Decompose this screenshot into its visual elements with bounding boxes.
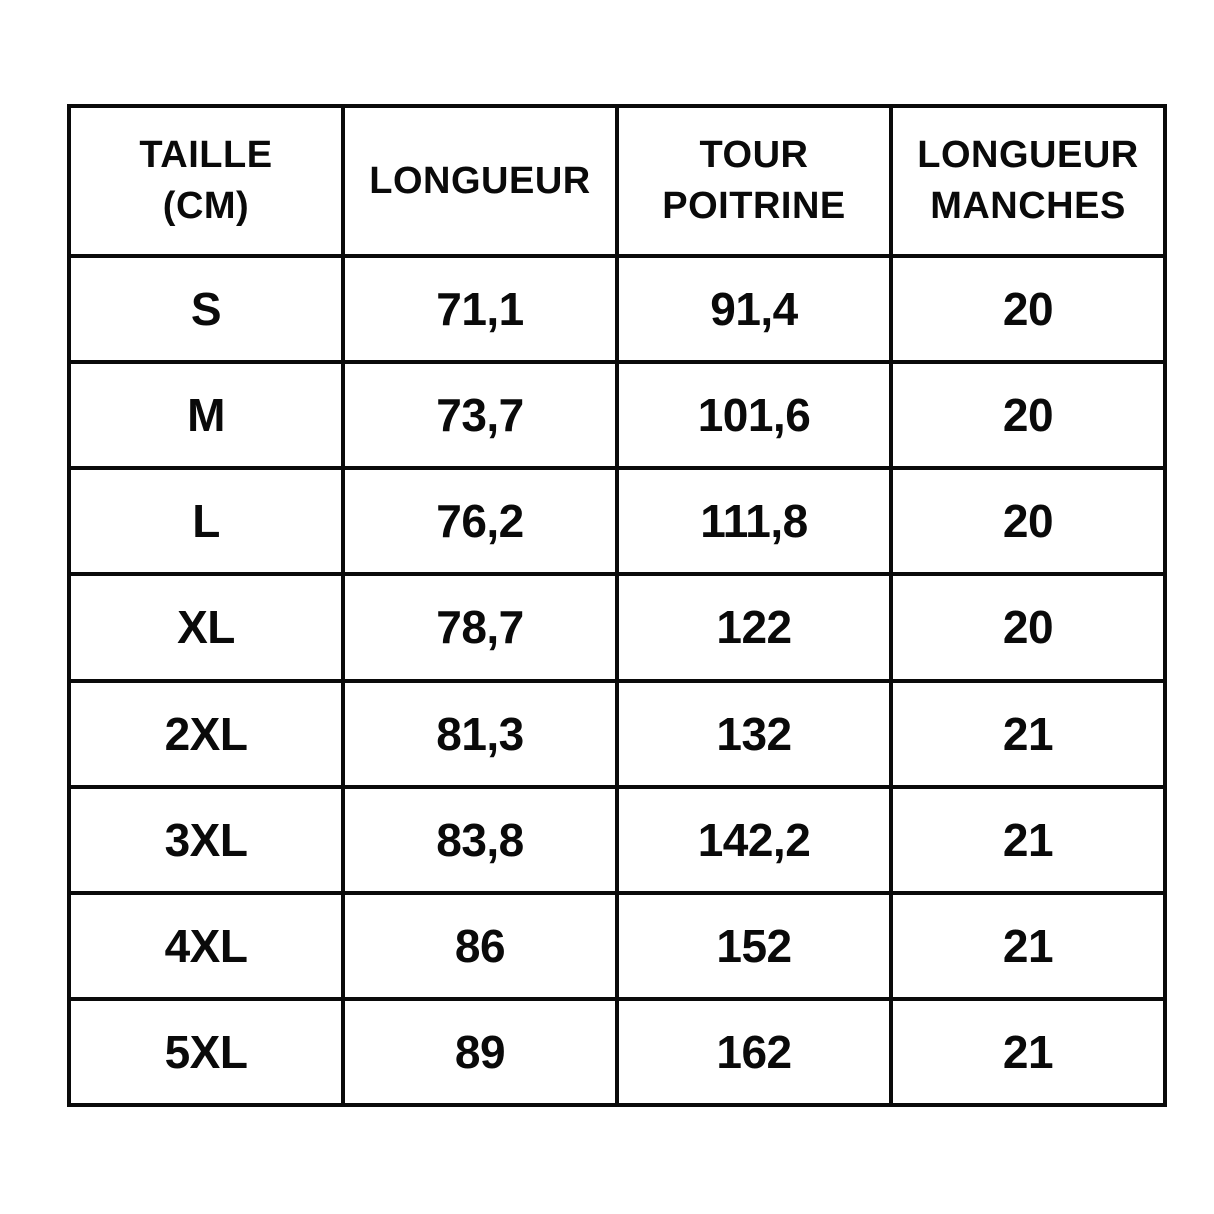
table-row-2xl bbox=[69, 681, 1165, 787]
header-label: POITRINE bbox=[662, 185, 846, 227]
size-chart-container bbox=[67, 104, 1167, 1107]
header-cell-taille bbox=[69, 106, 343, 256]
table-row-4xl bbox=[69, 893, 1165, 999]
header-cell-longueur-manches bbox=[891, 106, 1165, 256]
cell-longueur: 73,7 bbox=[343, 362, 617, 468]
cell-taille: 3XL bbox=[69, 787, 343, 893]
cell-tour-poitrine: 101,6 bbox=[617, 362, 891, 468]
table-row-s bbox=[69, 256, 1165, 362]
header-row bbox=[69, 106, 1165, 256]
header-label: TOUR bbox=[699, 134, 809, 176]
cell-longueur-manches: 20 bbox=[891, 468, 1165, 574]
cell-taille: S bbox=[69, 256, 343, 362]
table-row-l bbox=[69, 468, 1165, 574]
cell-longueur-manches: 21 bbox=[891, 893, 1165, 999]
table-row-3xl bbox=[69, 787, 1165, 893]
cell-longueur-manches: 21 bbox=[891, 999, 1165, 1105]
cell-taille: M bbox=[69, 362, 343, 468]
header-label: LONGUEUR bbox=[369, 159, 591, 202]
table-body bbox=[69, 256, 1165, 1105]
cell-tour-poitrine: 122 bbox=[617, 574, 891, 680]
header-label: LONGUEUR bbox=[917, 134, 1139, 176]
cell-tour-poitrine: 132 bbox=[617, 681, 891, 787]
table-row-5xl bbox=[69, 999, 1165, 1105]
cell-tour-poitrine: 152 bbox=[617, 893, 891, 999]
cell-longueur: 86 bbox=[343, 893, 617, 999]
cell-longueur: 81,3 bbox=[343, 681, 617, 787]
cell-taille: L bbox=[69, 468, 343, 574]
cell-tour-poitrine: 162 bbox=[617, 999, 891, 1105]
table-row-m bbox=[69, 362, 1165, 468]
cell-tour-poitrine: 142,2 bbox=[617, 787, 891, 893]
cell-longueur: 78,7 bbox=[343, 574, 617, 680]
table-header bbox=[69, 106, 1165, 256]
cell-taille: 2XL bbox=[69, 681, 343, 787]
cell-longueur-manches: 21 bbox=[891, 681, 1165, 787]
cell-longueur: 83,8 bbox=[343, 787, 617, 893]
header-label: TAILLE bbox=[139, 134, 273, 176]
header-cell-tour-poitrine bbox=[617, 106, 891, 256]
cell-tour-poitrine: 111,8 bbox=[617, 468, 891, 574]
cell-taille: XL bbox=[69, 574, 343, 680]
header-label: MANCHES bbox=[930, 185, 1126, 227]
table-row-xl bbox=[69, 574, 1165, 680]
cell-tour-poitrine: 91,4 bbox=[617, 256, 891, 362]
cell-longueur: 89 bbox=[343, 999, 617, 1105]
cell-longueur-manches: 20 bbox=[891, 362, 1165, 468]
cell-taille: 4XL bbox=[69, 893, 343, 999]
cell-longueur-manches: 21 bbox=[891, 787, 1165, 893]
cell-taille: 5XL bbox=[69, 999, 343, 1105]
header-cell-longueur bbox=[343, 106, 617, 256]
size-chart-table bbox=[67, 104, 1167, 1107]
cell-longueur-manches: 20 bbox=[891, 574, 1165, 680]
cell-longueur: 76,2 bbox=[343, 468, 617, 574]
header-label: (CM) bbox=[162, 185, 250, 227]
cell-longueur: 71,1 bbox=[343, 256, 617, 362]
cell-longueur-manches: 20 bbox=[891, 256, 1165, 362]
